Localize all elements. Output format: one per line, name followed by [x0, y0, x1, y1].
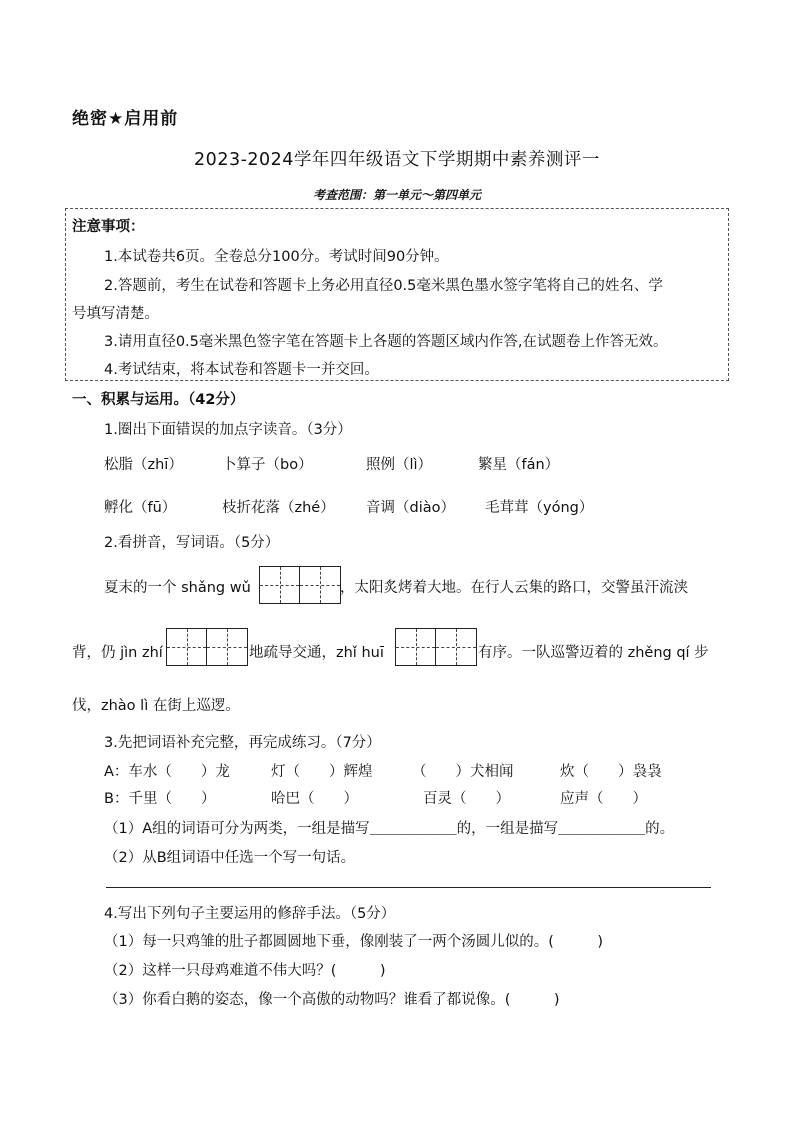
answer-line[interactable]: [106, 887, 711, 888]
pinyin-item: 松脂（zhī）: [104, 457, 183, 473]
pinyin-item: 音调（diào）: [366, 500, 455, 516]
sub-question: （1）每一只鸡雏的肚子都圆圆地下垂，像刚装了一两个汤圆儿似的。( ): [104, 934, 604, 950]
writing-grid[interactable]: [395, 628, 477, 666]
idiom-item: （ ）犬相闻: [412, 764, 514, 780]
exam-scope: 考查范围：第一单元～第四单元: [312, 188, 481, 202]
notice-item: 1.本试卷共6页。全卷总分100分。考试时间90分钟。: [104, 249, 449, 265]
pinyin-item: 孵化（fū）: [104, 500, 177, 516]
pinyin-item: 繁星（fán）: [478, 457, 560, 473]
section-heading: 一、积累与运用。（42分）: [72, 392, 245, 408]
pinyin-item: 毛茸茸（yóng）: [485, 500, 594, 516]
notice-heading: 注意事项：: [72, 219, 145, 235]
notice-box: [65, 208, 729, 381]
pinyin-item: 枝折花落（zhé）: [222, 500, 335, 516]
question-title: 3.先把词语补充完整，再完成练习。（7分）: [104, 735, 381, 751]
writing-grid[interactable]: [259, 566, 341, 604]
question-title: 1.圈出下面错误的加点字读音。（3分）: [104, 422, 352, 438]
notice-item: 3.请用直径0.5毫米黑色签字笔在答题卡上各题的答题区域内作答,在试题卷上作答无效。: [104, 334, 668, 350]
writing-grid[interactable]: [166, 628, 248, 666]
pinyin-text: 背，仍 jìn zhí: [72, 645, 163, 661]
pinyin-item: 照例（lì）: [366, 457, 433, 473]
idiom-item: 灯（ ）辉煌: [271, 764, 373, 780]
exam-title: 2023-2024学年四年级语文下学期期中素养测评一: [194, 150, 600, 170]
idiom-item: B：千里（ ）: [104, 791, 216, 807]
sub-question: （3）你看白鹅的姿态，像一个高傲的动物吗？谁看了都说像。( ): [104, 992, 560, 1008]
confidential-label: 绝密★启用前: [72, 109, 179, 129]
pinyin-text: 伐，zhào lì 在街上巡逻。: [72, 698, 240, 714]
pinyin-text: 有序。一队巡警迈着的 zhěng qí 步: [478, 645, 709, 661]
question-title: 2.看拼音，写词语。（5分）: [104, 535, 280, 551]
question-title: 4.写出下列句子主要运用的修辞手法。（5分）: [104, 906, 396, 922]
idiom-item: 百灵（ ）: [423, 791, 510, 807]
sub-question: （2）这样一只母鸡难道不伟大吗？( ): [104, 963, 386, 979]
sub-question: （2）从B组词语中任选一个写一句话。: [104, 850, 356, 866]
pinyin-item: 卜算子（bo）: [222, 457, 313, 473]
passage-text: ，太阳炙烤着大地。在行人云集的路口，交警虽汗流浃: [340, 580, 688, 596]
idiom-item: A：车水（ ）龙: [104, 764, 230, 780]
idiom-item: 应声（ ）: [560, 791, 647, 807]
notice-item: 2.答题前，考生在试卷和答题卡上务必用直径0.5毫米黑色墨水签字笔将自己的姓名、学: [104, 278, 663, 294]
sub-question: （1）A组的词语可分为两类，一组是描写＿＿＿＿＿＿的，一组是描写＿＿＿＿＿＿的。: [104, 821, 675, 837]
idiom-item: 哈巴（ ）: [271, 791, 358, 807]
notice-item: 号填写清楚。: [72, 306, 159, 322]
notice-item: 4.考试结束，将本试卷和答题卡一并交回。: [104, 362, 379, 378]
pinyin-text: 地疏导交通，zhǐ huī: [249, 645, 384, 661]
idiom-item: 炊（ ）袅袅: [560, 764, 662, 780]
pinyin-text: 夏末的一个 shǎng wǔ: [104, 580, 251, 596]
